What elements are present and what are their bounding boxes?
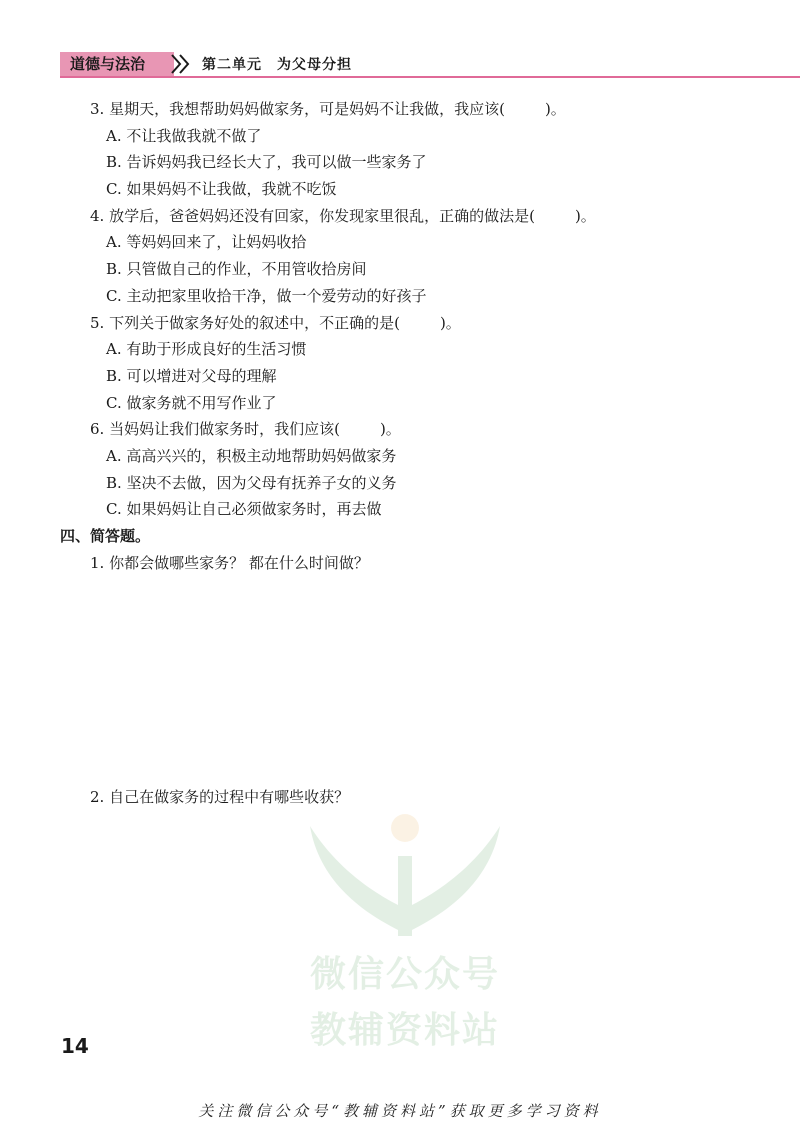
question-stem: 4. 放学后，爸爸妈妈还没有回家，你发现家里很乱，正确的做法是( )。 bbox=[90, 206, 596, 225]
question-stem: 6. 当妈妈让我们做家务时，我们应该( )。 bbox=[90, 420, 401, 439]
option: C. 如果妈妈让自己必须做家务时，再去做 bbox=[106, 500, 382, 519]
watermark-line1: 微信公众号 bbox=[309, 954, 500, 995]
footer-note: 关注微信公众号“教辅资料站”获取更多学习资料 bbox=[198, 1102, 602, 1120]
header-divider bbox=[60, 76, 800, 78]
question-list bbox=[60, 96, 750, 576]
sprout-logo-icon bbox=[300, 806, 510, 936]
option: A. 不让我做我就不做了 bbox=[106, 126, 262, 145]
question-stem: 3. 星期天，我想帮助妈妈做家务，可是妈妈不让我做，我应该( )。 bbox=[90, 100, 566, 118]
question-stem: 5. 下列关于做家务好处的叙述中，不正确的是( )。 bbox=[90, 313, 461, 332]
option: A. 等妈妈回来了，让妈妈收拾 bbox=[106, 233, 307, 252]
unit-title: 第二单元 为父母分担 bbox=[202, 57, 352, 73]
option: B. 坚决不去做，因为父母有抚养子女的义务 bbox=[106, 473, 397, 492]
option: C. 主动把家里收拾干净，做一个爱劳动的好孩子 bbox=[106, 286, 427, 305]
double-chevron-icon bbox=[168, 51, 194, 77]
page-header bbox=[60, 48, 800, 78]
page-number: 14 bbox=[61, 1034, 89, 1058]
option: B. 告诉妈妈我已经长大了，我可以做一些家务了 bbox=[106, 153, 427, 172]
watermark-line2: 教辅资料站 bbox=[309, 1010, 500, 1051]
option: C. 如果妈妈不让我做，我就不吃饭 bbox=[106, 180, 337, 199]
short-answer-question: 2. 自己在做家务的过程中有哪些收获？ bbox=[90, 788, 350, 806]
subject-tag: 道德与法治 bbox=[60, 52, 174, 76]
option: A. 有助于形成良好的生活习惯 bbox=[106, 340, 307, 359]
option: B. 可以增进对父母的理解 bbox=[106, 366, 277, 385]
option: A. 高高兴兴的，积极主动地帮助妈妈做家务 bbox=[106, 446, 397, 465]
section-title: 四、简答题。 bbox=[60, 527, 151, 545]
watermark bbox=[300, 806, 510, 1056]
option: C. 做家务就不用写作业了 bbox=[106, 393, 277, 412]
short-answer-question: 1. 你都会做哪些家务？ 都在什么时间做？ bbox=[90, 553, 369, 572]
option: B. 只管做自己的作业，不用管收拾房间 bbox=[106, 260, 367, 279]
